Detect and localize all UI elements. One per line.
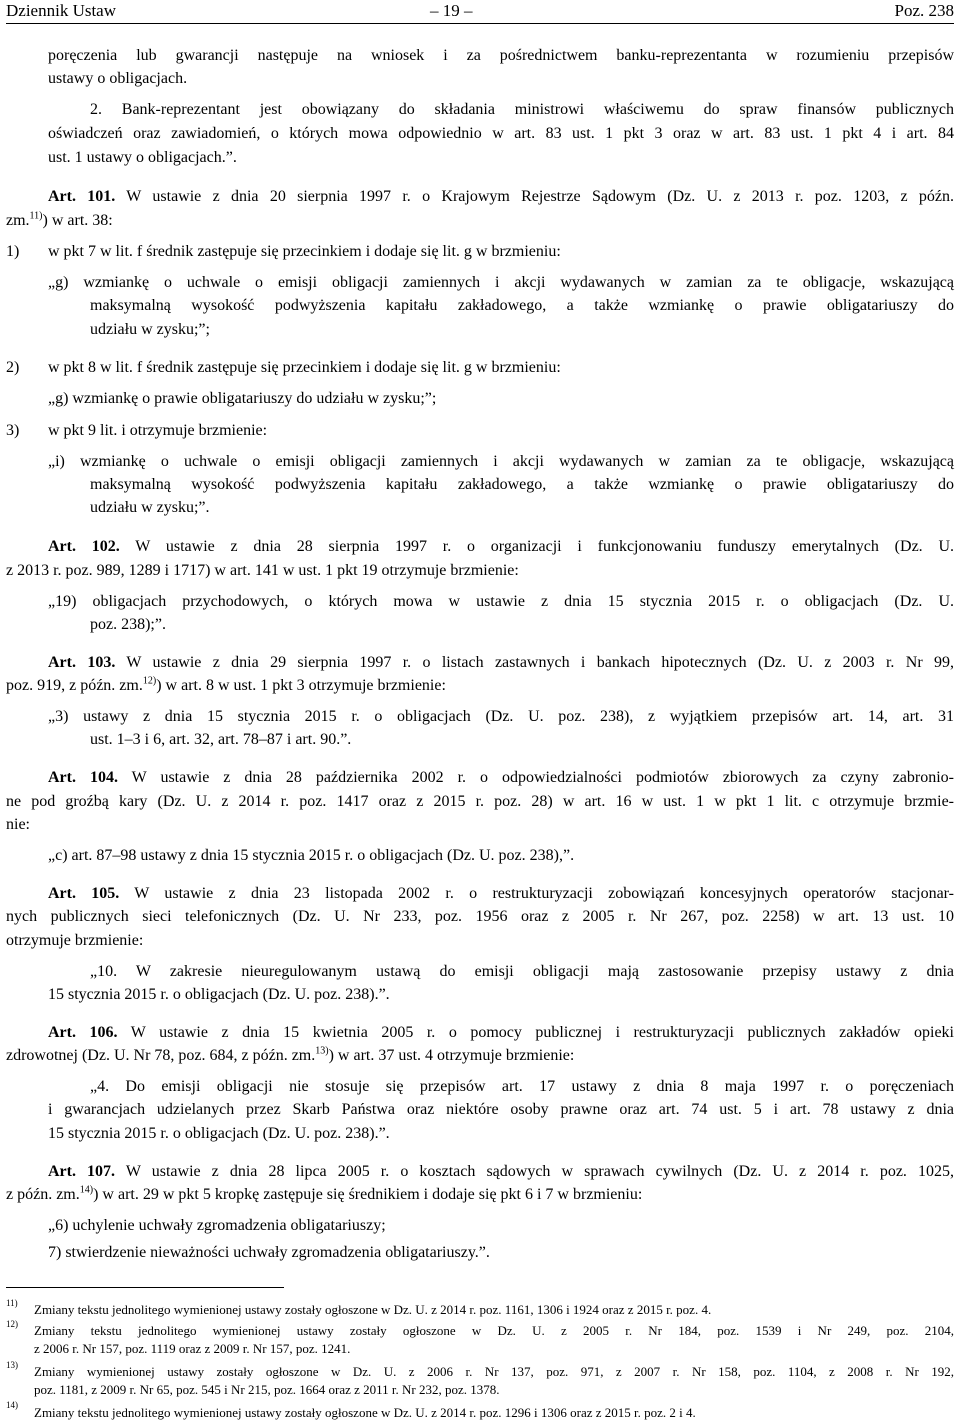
quote-line: udziału w zysku;”;	[90, 321, 210, 338]
article-103-intro: Art. 103. W ustawie z dnia 29 sierpnia 1997 r. o listach zastawnych i bankach hipotecznych (Dz. U. z 2003 r. Nr 99,	[48, 654, 954, 671]
quote-line: maksymalną wysokość podwyższenia kapitału zakładowego, a także wzmiankę o prawie obligatariuszy do	[90, 297, 954, 314]
article-label: Art. 101.	[48, 188, 116, 205]
article-106-intro: Art. 106. W ustawie z dnia 15 kwietnia 2005 r. o pomocy publicznej i restrukturyzacji publicznych zakładów opieki	[48, 1024, 955, 1041]
footnote-rule	[6, 1287, 284, 1288]
quote-line: maksymalną wysokość podwyższenia kapitału zakładowego, a także wzmiankę o prawie obligatariuszy do	[90, 476, 954, 493]
quote-line: „6) uchylenie uchwały zgromadzenia obligatariuszy;	[48, 1217, 386, 1234]
article-107-intro: Art. 107. W ustawie z dnia 28 lipca 2005 r. o kosztach sądowych w sprawach cywilnych (Dz. U. z 2014 r. poz. 1025,	[48, 1163, 954, 1180]
article-label: Art. 105.	[48, 885, 120, 902]
quote-line: „4. Do emisji obligacji nie stosuje się przepisów art. 17 ustawy z dnia 8 maja 1997 r. o poręczeniach	[90, 1078, 954, 1095]
list-number: 1)	[6, 243, 20, 260]
article-103-intro-cont: poz. 919, z późn. zm.$^{12)}$) w art. 8 w ust. 1 pkt 3 otrzymuje brzmienie:	[6, 675, 446, 694]
article-label: Art. 104.	[48, 769, 118, 786]
list-item: w pkt 9 lit. i otrzymuje brzmienie:	[48, 422, 268, 439]
body-line: ustawy o obligacjach.	[48, 70, 188, 87]
quote-line: „19) obligacjach przychodowych, o których mowa w ustawie z dnia 15 stycznia 2015 r. o obligacjach (Dz. U.	[48, 593, 954, 610]
quote-line: ust. 1–3 i 6, art. 32, art. 78–87 i art. 90.”.	[90, 731, 352, 748]
quote-line: 15 stycznia 2015 r. o obligacjach (Dz. U. poz. 238).”.	[48, 1125, 390, 1142]
article-102-intro: Art. 102. W ustawie z dnia 28 sierpnia 1997 r. o organizacji i funkcjonowaniu funduszy emerytalnych (Dz. U.	[48, 538, 955, 555]
list-number: 2)	[6, 359, 20, 376]
footnote-mark: 12)	[6, 1319, 18, 1329]
header-rule	[6, 23, 954, 24]
article-104-intro: Art. 104. W ustawie z dnia 28 października 2002 r. o odpowiedzialności podmiotów zbiorowych za czyny zabronio-	[48, 769, 954, 786]
footnote-ref: 13)	[315, 1045, 329, 1057]
body-line: otrzymuje brzmienie:	[6, 932, 144, 949]
quote-line: poz. 238);”.	[90, 616, 166, 633]
footnote-mark: 11)	[6, 1298, 18, 1308]
footnote-text: z 2006 r. Nr 157, poz. 1119 oraz z 2009 r. Nr 157, poz. 1241.	[34, 1341, 351, 1356]
quote-line: i gwarancjach udzielanych przez Skarb Państwa oraz niektóre osoby prawne oraz art. 74 ust. 5 i art. 78 ustawy z dnia	[48, 1101, 954, 1118]
list-number: 3)	[6, 422, 20, 439]
quote-line: „g) wzmiankę o prawie obligatariuszy do udziału w zysku;”;	[48, 390, 437, 407]
quote-line: „i) wzmiankę o uchwale o emisji obligacji zamiennych i akcji wydawanych w zamian za te obligacje, wskazującą	[48, 453, 954, 470]
article-105-intro: Art. 105. W ustawie z dnia 23 listopada 2002 r. o restrukturyzacji zobowiązań koncesyjnych operatorów stacjonar-	[48, 885, 955, 902]
footnote-text: Zmiany tekstu jednolitego wymienionej ustawy zostały ogłoszone w Dz. U. z 2014 r. poz. 1296 i 1306 oraz z 2015 r. poz. 2 i 4.	[34, 1405, 696, 1420]
footnote-text: Zmiany tekstu jednolitego wymienionej ustawy zostały ogłoszone w Dz. U. z 2005 r. Nr 184, poz. 1539 i Nr 249, poz. 2104,	[34, 1323, 954, 1338]
footnote-ref: 11)	[29, 210, 43, 222]
quote-line: udziału w zysku;”.	[90, 499, 210, 516]
body-line: nie:	[6, 816, 30, 833]
footnote-text: Zmiany wymienionej ustawy zostały ogłoszone w Dz. U. z 2006 r. Nr 137, poz. 971, z 2007 r. Nr 158, poz. 1104, z 2008 r. Nr 192,	[34, 1364, 954, 1379]
body-line: oświadczeń oraz zawiadomień, o których mowa odpowiednio w art. 83 ust. 1 pkt 3 oraz w art. 83 ust. 1 pkt 4 i art. 84	[48, 125, 954, 142]
article-101-intro: Art. 101. W ustawie z dnia 20 sierpnia 1997 r. o Krajowym Rejestrze Sądowym (Dz. U. z 2013 r. poz. 1203, z późn.	[48, 188, 954, 205]
footnote-mark: 13)	[6, 1360, 18, 1370]
article-107-intro-cont: z późn. zm.$^{14)}$) w art. 29 w pkt 5 kropkę zastępuje się średnikiem i dodaje się pkt 6 i 7 w brzmieniu:	[6, 1184, 643, 1203]
quote-line: 15 stycznia 2015 r. o obligacjach (Dz. U. poz. 238).”.	[48, 986, 390, 1003]
body-line: nych publicznych sieci telefonicznych (Dz. U. Nr 233, poz. 1956 oraz z 2005 r. Nr 267, poz. 2258) w art. 13 ust. 10	[6, 908, 954, 925]
quote-line: „3) ustawy z dnia 15 stycznia 2015 r. o obligacjach (Dz. U. poz. 238), z wyjątkiem przepisów art. 14, art. 31	[48, 708, 954, 725]
footnote-ref: 12)	[142, 675, 157, 687]
body-line: 2. Bank-reprezentant jest obowiązany do składania ministrowi właściwemu do spraw finansów publicznych	[90, 101, 954, 118]
article-106-intro-cont: zdrowotnej (Dz. U. Nr 78, poz. 684, z późn. zm.$^{13)}$) w art. 37 ust. 4 otrzymuje brzmienie:	[6, 1045, 575, 1064]
body-line: z 2013 r. poz. 989, 1289 i 1717) w art. 141 w ust. 1 pkt 19 otrzymuje brzmienie:	[6, 562, 519, 579]
list-item: w pkt 8 w lit. f średnik zastępuje się przecinkiem i dodaje się lit. g w brzmieniu:	[48, 359, 561, 376]
article-label: Art. 103.	[48, 654, 116, 671]
quote-line: „g) wzmiankę o uchwale o emisji obligacji zamiennych i akcji wydawanych w zamian za te obligacje, wskazującą	[48, 274, 954, 291]
footnote-ref: 14)	[79, 1184, 94, 1196]
footnote-text: poz. 1181, z 2009 r. Nr 65, poz. 545 i Nr 215, poz. 1664 oraz z 2011 r. Nr 232, poz. 1378.	[34, 1382, 500, 1397]
footnote-text: Zmiany tekstu jednolitego wymienionej ustawy zostały ogłoszone w Dz. U. z 2014 r. poz. 1161, 1306 i 1924 oraz z 2015 r. poz. 4.	[34, 1302, 712, 1317]
body-line: ust. 1 ustawy o obligacjach.”.	[48, 149, 237, 166]
position-number: Poz. 238	[894, 1, 954, 20]
body-line: poręczenia lub gwarancji następuje na wniosek i za pośrednictwem banku-reprezentanta w rozumieniu przepisów	[48, 47, 954, 64]
publication-title: Dziennik Ustaw	[6, 1, 117, 20]
article-label: Art. 106.	[48, 1024, 118, 1041]
article-label: Art. 107.	[48, 1163, 116, 1180]
footnote-mark: 14)	[6, 1400, 18, 1410]
body-line: ne pod groźbą kary (Dz. U. z 2014 r. poz. 1417 oraz z 2015 r. poz. 28) w art. 16 w ust. 1 w pkt 1 lit. c otrzymuje brzmie-	[6, 793, 954, 810]
article-label: Art. 102.	[48, 538, 120, 555]
quote-line: „c) art. 87–98 ustawy z dnia 15 stycznia 2015 r. o obligacjach (Dz. U. poz. 238),”.	[48, 847, 575, 864]
article-101-intro-cont: zm.$^{11)}$) w art. 38:	[6, 210, 113, 229]
quote-line: 7) stwierdzenie nieważności uchwały zgromadzenia obligatariuszy.”.	[48, 1244, 490, 1261]
list-item: w pkt 7 w lit. f średnik zastępuje się przecinkiem i dodaje się lit. g w brzmieniu:	[48, 243, 561, 260]
quote-line: „10. W zakresie nieuregulowanym ustawą do emisji obligacji mają zastosowanie przepisy ustawy z dnia	[90, 963, 954, 980]
page-number: – 19 –	[430, 1, 473, 20]
